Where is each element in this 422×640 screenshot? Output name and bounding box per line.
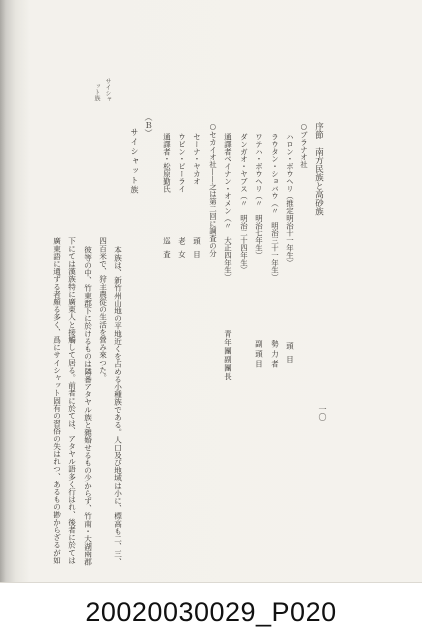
informant-role: 副頭目 bbox=[254, 340, 264, 370]
body-text-line: 彼等の中、竹東郡下に於けるものは隣番アタヤル族と雜婚せるもの少からず、竹南・大湖兩郡 bbox=[83, 246, 93, 566]
informant-role: 頭目 bbox=[192, 237, 202, 264]
body-text-line: 本族は、新竹州山地の平地近くを占める小種族である。人口及び地域は小に、標高も二、三、 bbox=[113, 246, 123, 566]
informant-name: 通譯者・松原勤氏 bbox=[162, 133, 172, 193]
informant-role: 勢力者 bbox=[270, 340, 280, 370]
image-caption: 20020030029_P020 bbox=[85, 597, 337, 627]
informant-name: ダンガオ・ヤブス（〃 明治二十四年生） bbox=[239, 133, 249, 274]
village-heading: ○セカイオ社——之は第二回に調査の分 bbox=[208, 122, 218, 257]
subsection-label: （Ｂ） bbox=[144, 113, 153, 137]
informant-name: セーナ・ヤカオ bbox=[192, 133, 202, 185]
informant-role: 青年團副團長 bbox=[223, 330, 233, 382]
informant-name: ラウタン・ショバウ（〃 明治三十一年生） bbox=[270, 133, 280, 281]
village-heading: ○ブラナオ社 bbox=[299, 122, 309, 168]
subsection-title: サイシャット族 bbox=[130, 128, 139, 196]
informant-role: 巡査 bbox=[162, 237, 172, 264]
informant-name: ハロン・ボウヘリ（推定明治十一年生） bbox=[285, 133, 295, 267]
body-text-line: 四百米で、狩主農從の生活を營み來つた。 bbox=[98, 237, 108, 382]
body-text-line: 下にては漢族特に廣東人と接觸して居る。前者に於ては、アタヤル語多く行はれ、後者に於ては bbox=[67, 237, 77, 564]
running-header-part-2: ット族 bbox=[93, 83, 100, 101]
informant-name: ウビン・ピーライ bbox=[177, 133, 187, 193]
informant-name: 通譯者ベイナン・オメン（〃 大正四年生） bbox=[223, 133, 233, 281]
informant-role: 老女 bbox=[177, 237, 187, 264]
running-header-part-1: サイシャ bbox=[104, 78, 111, 102]
page-number: 一〇 bbox=[318, 405, 327, 421]
body-text-line: 廣東語に通ずる者頗る多く、爲にサイシャット固有の習俗の失はれつ、あるもの尠からざるが如 bbox=[52, 237, 62, 564]
section-heading: 序節 南方民族と高砂族 bbox=[313, 122, 324, 216]
informant-name: ワテハ・ボウヘリ（〃 明治七年生） bbox=[254, 133, 264, 259]
informant-role: 頭目 bbox=[285, 342, 295, 369]
